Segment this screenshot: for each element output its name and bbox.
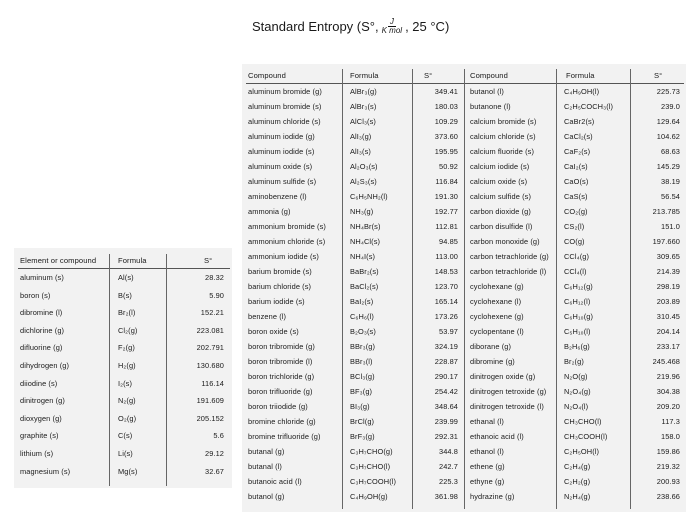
- table-row: [246, 400, 684, 414]
- compound-name: dinitrogen tetroxide (l): [470, 402, 544, 411]
- compound-formula: CaS(s): [564, 192, 588, 201]
- element-name: diiodine (s): [20, 378, 58, 388]
- compound-name: boron tribromide (l): [248, 357, 313, 366]
- table-row: [246, 430, 684, 444]
- compound-formula: C₃H₇CHO(g): [350, 447, 393, 456]
- compound-name: cyclohexane (g): [470, 282, 524, 291]
- compound-entropy: 225.73: [656, 87, 680, 96]
- compound-entropy: 158.0: [661, 432, 680, 441]
- compound-name: aluminum iodide (s): [248, 147, 315, 156]
- compound-formula: BrF₃(g): [350, 432, 375, 441]
- table-row: [246, 445, 684, 459]
- compound-formula: BaI₂(s): [350, 297, 374, 306]
- compound-formula: C₅H₁₀(l): [564, 327, 591, 336]
- compound-entropy: 112.81: [435, 222, 458, 231]
- compound-name: bromine chloride (g): [248, 417, 316, 426]
- compound-formula: N₂H₄(g): [564, 492, 591, 501]
- compound-formula: Al₂S₃(s): [350, 177, 377, 186]
- element-formula: Mg(s): [118, 466, 138, 476]
- element-entropy: 152.21: [200, 308, 224, 318]
- table-row: [18, 341, 230, 355]
- element-entropy: 223.081: [196, 325, 224, 335]
- compound-name: ethene (g): [470, 462, 505, 471]
- compound-name: aluminum bromide (g): [248, 87, 322, 96]
- compound-entropy: 192.77: [434, 207, 458, 216]
- compound-formula: C₂H₅COCH₃(l): [564, 102, 614, 111]
- compound-formula: BaBr₂(s): [350, 267, 379, 276]
- compound-entropy: 203.89: [656, 297, 680, 306]
- element-entropy: 29.12: [205, 449, 224, 458]
- compound-name: aluminum oxide (s): [248, 162, 313, 171]
- compound-formula: N₂O(g): [564, 372, 588, 381]
- compound-entropy: 245.468: [652, 357, 680, 366]
- element-formula: C(s): [118, 431, 133, 441]
- element-table: [18, 254, 230, 486]
- compound-entropy: 290.17: [434, 372, 458, 381]
- table-row: [246, 100, 684, 114]
- compound-name: ammonia (g): [248, 207, 291, 216]
- compound-entropy: 238.66: [656, 492, 680, 501]
- compound-name: barium chloride (s): [248, 282, 312, 291]
- table-row: [246, 280, 684, 294]
- compound-name: hydrazine (g): [470, 492, 515, 501]
- compound-name: ethyne (g): [470, 477, 505, 486]
- element-formula: N₂(g): [118, 396, 136, 406]
- compound-formula: C₆H₅NH₂(l): [350, 192, 388, 201]
- compound-formula: BCl₃(g): [350, 372, 375, 381]
- compound-name: cyclopentane (l): [470, 327, 524, 336]
- header-compound-right: Compound: [470, 71, 508, 80]
- compound-name: boron tribromide (g): [248, 342, 315, 351]
- table-row: [246, 250, 684, 264]
- element-name: graphite (s): [20, 431, 59, 441]
- compound-formula: CCl₄(g): [564, 252, 590, 261]
- compound-formula: NH₄Br(s): [350, 222, 381, 231]
- table-row: [18, 377, 230, 391]
- compound-name: ethanoic acid (l): [470, 432, 524, 441]
- table-row: [18, 324, 230, 338]
- compound-name: butanal (g): [248, 447, 285, 456]
- compound-entropy: 310.45: [656, 312, 680, 321]
- compound-entropy: 349.41: [434, 87, 458, 96]
- compound-table-header: [246, 69, 684, 83]
- compound-formula: Al₂O₃(s): [350, 162, 378, 171]
- compound-formula: CaF₂(s): [564, 147, 591, 156]
- title-frac-numerator: J: [389, 17, 394, 26]
- compound-name: calcium chloride (s): [470, 132, 536, 141]
- compound-formula: Br₂(g): [564, 357, 584, 366]
- element-formula: H₂(g): [118, 361, 136, 370]
- table-row: [246, 130, 684, 144]
- element-name: lithium (s): [20, 449, 54, 458]
- compound-entropy: 239.99: [434, 417, 458, 426]
- compound-name: cyclohexane (l): [470, 297, 522, 306]
- compound-formula: CO₂(g): [564, 207, 588, 216]
- compound-formula: C₆H₁₀(g): [564, 312, 594, 321]
- element-name: magnesium (s): [20, 466, 71, 476]
- compound-entropy: 116.84: [435, 177, 458, 186]
- element-formula: Br₂(l): [118, 308, 136, 318]
- header-entropy-left: S°: [424, 71, 433, 80]
- compound-name: boron trichloride (g): [248, 372, 315, 381]
- compound-name: carbon tetrachloride (l): [470, 267, 547, 276]
- compound-name: butanoic acid (l): [248, 477, 302, 486]
- compound-formula: C₄H₉OH(l): [564, 87, 600, 96]
- element-formula: F₂(g): [118, 343, 135, 353]
- table-row: [246, 310, 684, 324]
- table-row: [18, 412, 230, 426]
- compound-formula: CCl₄(l): [564, 267, 587, 276]
- compound-entropy: 165.14: [434, 297, 458, 306]
- compound-formula: C₃H₇COOH(l): [350, 477, 397, 486]
- table-row: [246, 415, 684, 429]
- element-entropy: 205.152: [196, 413, 224, 423]
- table-row: [246, 385, 684, 399]
- compound-formula: CH₃COOH(l): [564, 432, 608, 441]
- compound-name: diborane (g): [470, 342, 512, 351]
- compound-formula: BF₃(g): [350, 387, 373, 396]
- element-name: boron (s): [20, 290, 51, 300]
- table-row: [18, 447, 230, 461]
- table-row: [246, 190, 684, 204]
- element-name: dibromine (l): [20, 308, 63, 318]
- compound-name: dinitrogen tetroxide (g): [470, 387, 547, 396]
- table-row: [18, 465, 230, 479]
- compound-name: butanol (g): [248, 492, 285, 501]
- compound-entropy: 254.42: [434, 387, 458, 396]
- compound-formula: AlCl₃(s): [350, 117, 376, 126]
- table-row: [246, 160, 684, 174]
- element-name: dichlorine (g): [20, 325, 65, 335]
- compound-entropy: 348.64: [434, 402, 458, 411]
- compound-entropy: 195.95: [434, 147, 458, 156]
- table-row: [246, 265, 684, 279]
- compound-name: calcium sulfide (s): [470, 192, 532, 201]
- table-row: [18, 359, 230, 373]
- compound-entropy: 145.29: [656, 162, 680, 171]
- compound-name: bromine trifluoride (g): [248, 432, 321, 441]
- compound-entropy: 225.3: [439, 477, 458, 486]
- page-title: [252, 18, 472, 35]
- table-row: [246, 85, 684, 99]
- compound-formula: CaO(s): [564, 177, 589, 186]
- element-entropy: 5.90: [209, 290, 224, 300]
- compound-formula: C₆H₁₂(g): [564, 282, 593, 291]
- compound-formula: C₃H₇CHO(l): [350, 462, 391, 471]
- compound-formula: C₂H₂(g): [564, 477, 591, 486]
- compound-formula: BBr₃(l): [350, 357, 373, 366]
- table-row: [246, 460, 684, 474]
- compound-formula: BrCl(g): [350, 417, 375, 426]
- table-row: [18, 394, 230, 408]
- compound-entropy: 213.785: [652, 207, 680, 216]
- compound-name: aluminum bromide (s): [248, 102, 322, 111]
- element-formula: I₂(s): [118, 378, 133, 388]
- compound-name: benzene (l): [248, 312, 287, 321]
- compound-formula: CaI₂(s): [564, 162, 588, 171]
- compound-name: boron triiodide (g): [248, 402, 308, 411]
- compound-entropy: 361.98: [434, 492, 458, 501]
- element-entropy: 28.32: [205, 273, 224, 282]
- element-name: dihydrogen (g): [20, 361, 70, 370]
- compound-entropy: 200.93: [656, 477, 680, 486]
- compound-entropy: 298.19: [656, 282, 680, 291]
- element-entropy: 202.791: [196, 343, 224, 353]
- compound-entropy: 53.97: [439, 327, 458, 336]
- compound-name: ethanal (l): [470, 417, 504, 426]
- compound-entropy: 233.17: [656, 342, 680, 351]
- element-name: dioxygen (g): [20, 413, 62, 423]
- compound-entropy: 242.7: [439, 462, 458, 471]
- compound-name: barium iodide (s): [248, 297, 305, 306]
- element-formula: Li(s): [118, 449, 133, 458]
- title-fraction: [380, 18, 404, 35]
- header-compound-left: Compound: [248, 71, 286, 80]
- header-entropy-right: S°: [654, 71, 663, 80]
- element-name: dinitrogen (g): [20, 396, 65, 406]
- compound-entropy: 129.64: [656, 117, 680, 126]
- compound-entropy: 344.8: [439, 447, 458, 456]
- compound-name: ammonium chloride (s): [248, 237, 326, 246]
- compound-name: ammonium iodide (s): [248, 252, 319, 261]
- compound-entropy: 214.39: [656, 267, 680, 276]
- table-row: [246, 115, 684, 129]
- compound-formula: C₆H₁₂(l): [564, 297, 591, 306]
- compound-entropy: 113.00: [435, 252, 458, 261]
- compound-entropy: 209.20: [656, 402, 680, 411]
- compound-formula: BaCl₂(s): [350, 282, 379, 291]
- compound-entropy: 239.0: [661, 102, 680, 111]
- compound-formula: NH₄Cl(s): [350, 237, 381, 246]
- table-row: [246, 355, 684, 369]
- element-entropy: 32.67: [205, 466, 224, 476]
- title-prefix: Standard Entropy (S°,: [252, 19, 379, 34]
- compound-formula: CO(g): [564, 237, 585, 246]
- header-formula: Formula: [118, 256, 147, 265]
- compound-name: carbon monoxide (g): [470, 237, 540, 246]
- compound-entropy: 117.3: [661, 417, 680, 426]
- compound-entropy: 50.92: [439, 162, 458, 171]
- compound-name: aluminum iodide (g): [248, 132, 315, 141]
- compound-formula: BI₃(g): [350, 402, 370, 411]
- compound-entropy: 109.29: [434, 117, 458, 126]
- compound-formula: C₆H₆(l): [350, 312, 374, 321]
- compound-name: barium bromide (s): [248, 267, 312, 276]
- table-row: [18, 271, 230, 285]
- header-entropy: S°: [204, 256, 213, 265]
- compound-entropy: 104.62: [656, 132, 680, 141]
- compound-name: calcium bromide (s): [470, 117, 537, 126]
- element-entropy: 5.6: [213, 431, 224, 441]
- table-row: [18, 306, 230, 320]
- element-entropy: 130.680: [196, 361, 224, 370]
- table-row: [246, 145, 684, 159]
- compound-entropy: 373.60: [434, 132, 458, 141]
- compound-formula: B₂O₃(s): [350, 327, 376, 336]
- element-formula: Al(s): [118, 273, 134, 282]
- compound-name: aluminum sulfide (s): [248, 177, 317, 186]
- compound-entropy: 292.31: [434, 432, 458, 441]
- compound-entropy: 159.86: [656, 447, 680, 456]
- compound-formula: N₂O₄(g): [564, 387, 591, 396]
- compound-entropy: 228.87: [434, 357, 458, 366]
- table-row: [246, 325, 684, 339]
- compound-name: cyclohexene (g): [470, 312, 524, 321]
- element-formula: Cl₂(g): [118, 325, 138, 335]
- element-table-header: [18, 254, 230, 268]
- compound-formula: C₄H₉OH(g): [350, 492, 388, 501]
- compound-entropy: 94.85: [439, 237, 458, 246]
- compound-name: boron trifluoride (g): [248, 387, 313, 396]
- element-name: difluorine (g): [20, 343, 63, 353]
- compound-formula: BBr₃(g): [350, 342, 376, 351]
- compound-entropy: 148.53: [434, 267, 458, 276]
- compound-entropy: 56.54: [661, 192, 680, 201]
- table-row: [18, 289, 230, 303]
- compound-entropy: 219.32: [656, 462, 680, 471]
- compound-formula: CH₃CHO(l): [564, 417, 602, 426]
- table-row: [246, 370, 684, 384]
- table-row: [246, 235, 684, 249]
- title-suffix: , 25 °C): [405, 19, 450, 34]
- compound-formula: CS₂(l): [564, 222, 585, 231]
- compound-table: [246, 69, 684, 509]
- compound-name: carbon disulfide (l): [470, 222, 533, 231]
- compound-name: calcium iodide (s): [470, 162, 530, 171]
- header-formula-left: Formula: [350, 71, 379, 80]
- element-formula: O₂(g): [118, 413, 137, 423]
- compound-entropy: 151.0: [661, 222, 680, 231]
- element-entropy: 191.609: [196, 396, 224, 406]
- compound-table-header-rule: [246, 83, 684, 84]
- compound-name: dinitrogen oxide (g): [470, 372, 536, 381]
- element-table-header-rule: [18, 268, 230, 269]
- compound-name: calcium oxide (s): [470, 177, 528, 186]
- table-row: [246, 340, 684, 354]
- compound-entropy: 191.30: [434, 192, 458, 201]
- element-entropy: 116.14: [201, 378, 224, 388]
- compound-name: carbon dioxide (g): [470, 207, 531, 216]
- table-row: [18, 429, 230, 443]
- compound-formula: AlBr₃(s): [350, 102, 377, 111]
- element-name: aluminum (s): [20, 273, 64, 282]
- compound-entropy: 123.70: [434, 282, 458, 291]
- table-row: [246, 295, 684, 309]
- compound-entropy: 309.65: [656, 252, 680, 261]
- compound-entropy: 204.14: [656, 327, 680, 336]
- compound-formula: CaBr2(s): [564, 117, 595, 126]
- compound-formula: C₂H₄(g): [564, 462, 591, 471]
- compound-entropy: 68.63: [661, 147, 680, 156]
- compound-name: butanone (l): [470, 102, 511, 111]
- compound-entropy: 304.38: [656, 387, 680, 396]
- compound-formula: N₂O₄(l): [564, 402, 589, 411]
- compound-formula: NH₄I(s): [350, 252, 376, 261]
- compound-name: aluminum chloride (s): [248, 117, 321, 126]
- compound-formula: AlI₃(g): [350, 132, 372, 141]
- title-frac-denominator: K mol: [381, 26, 403, 35]
- table-row: [246, 475, 684, 489]
- compound-name: aminobenzene (l): [248, 192, 307, 201]
- compound-formula: B₂H₆(g): [564, 342, 590, 351]
- compound-formula: AlBr₃(g): [350, 87, 377, 96]
- compound-entropy: 173.26: [434, 312, 458, 321]
- compound-name: butanal (l): [248, 462, 282, 471]
- compound-name: ammonium bromide (s): [248, 222, 326, 231]
- table-row: [246, 175, 684, 189]
- compound-name: ethanol (l): [470, 447, 504, 456]
- compound-name: dibromine (g): [470, 357, 515, 366]
- compound-formula: C₂H₅OH(l): [564, 447, 600, 456]
- compound-entropy: 197.660: [652, 237, 680, 246]
- compound-entropy: 219.96: [656, 372, 680, 381]
- table-row: [246, 205, 684, 219]
- compound-name: carbon tetrachloride (g): [470, 252, 549, 261]
- compound-formula: NH₃(g): [350, 207, 374, 216]
- compound-entropy: 38.19: [661, 177, 680, 186]
- compound-name: boron oxide (s): [248, 327, 299, 336]
- header-formula-right: Formula: [566, 71, 595, 80]
- element-formula: B(s): [118, 290, 132, 300]
- compound-entropy: 324.19: [434, 342, 458, 351]
- compound-name: butanol (l): [470, 87, 504, 96]
- table-row: [246, 490, 684, 504]
- compound-formula: CaCl₂(s): [564, 132, 593, 141]
- compound-entropy: 180.03: [434, 102, 458, 111]
- compound-formula: AlI₃(s): [350, 147, 371, 156]
- header-element: Element or compound: [20, 256, 97, 265]
- table-row: [246, 220, 684, 234]
- compound-name: calcium fluoride (s): [470, 147, 535, 156]
